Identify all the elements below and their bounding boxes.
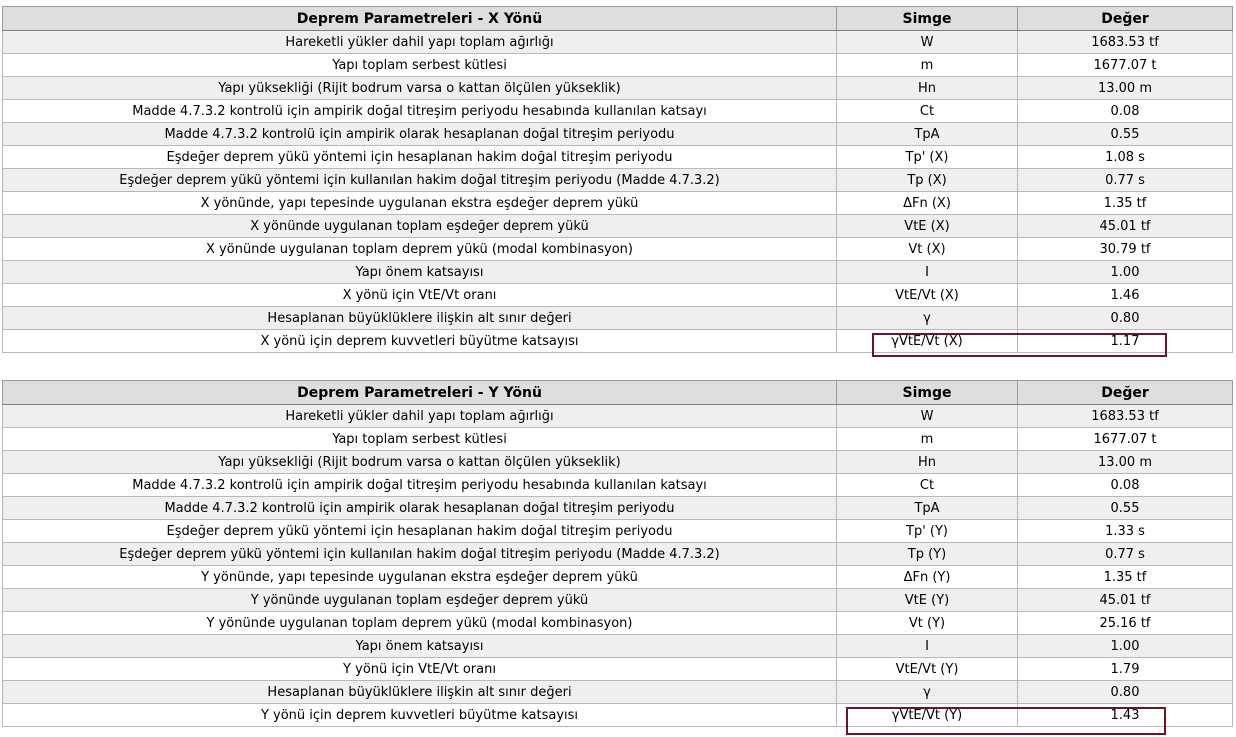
table-row: [3, 428, 1233, 451]
row-description: Yapı toplam serbest kütlesi: [3, 54, 837, 77]
row-symbol: TpA: [837, 123, 1018, 146]
row-description: Madde 4.7.3.2 kontrolü için ampirik olarak hesaplanan doğal titreşim periyodu: [3, 497, 837, 520]
row-description: Madde 4.7.3.2 kontrolü için ampirik doğal titreşim periyodu hesabında kullanılan katsayı: [3, 100, 837, 123]
row-description: Eşdeğer deprem yükü yöntemi için hesaplanan hakim doğal titreşim periyodu: [3, 146, 837, 169]
row-symbol: VtE (Y): [837, 589, 1018, 612]
row-symbol: Ct: [837, 100, 1018, 123]
row-symbol: ΔFn (Y): [837, 566, 1018, 589]
row-description: Madde 4.7.3.2 kontrolü için ampirik olarak hesaplanan doğal titreşim periyodu: [3, 123, 837, 146]
row-symbol: Tp' (Y): [837, 520, 1018, 543]
row-description: Hareketli yükler dahil yapı toplam ağırlığı: [3, 31, 837, 54]
row-description: X yönü için deprem kuvvetleri büyütme katsayısı: [3, 330, 837, 353]
row-value: 13.00 m: [1018, 451, 1233, 474]
y-table-body: [3, 405, 1233, 727]
table-row: [3, 704, 1233, 727]
row-description: Y yönünde uygulanan toplam deprem yükü (modal kombinasyon): [3, 612, 837, 635]
row-symbol: Tp (X): [837, 169, 1018, 192]
row-description: Yapı yüksekliği (Rijit bodrum varsa o kattan ölçülen yükseklik): [3, 77, 837, 100]
value-column-header: Değer: [1018, 7, 1233, 31]
row-value: 1.17: [1018, 330, 1233, 353]
row-symbol: VtE/Vt (Y): [837, 658, 1018, 681]
row-value: 1.33 s: [1018, 520, 1233, 543]
table-header-row: [3, 381, 1233, 405]
row-symbol: Vt (X): [837, 238, 1018, 261]
table-row: [3, 31, 1233, 54]
row-value: 0.08: [1018, 100, 1233, 123]
row-symbol: VtE/Vt (X): [837, 284, 1018, 307]
row-symbol: I: [837, 635, 1018, 658]
table-row: [3, 451, 1233, 474]
row-description: Hareketli yükler dahil yapı toplam ağırlığı: [3, 405, 837, 428]
row-description: Hesaplanan büyüklüklere ilişkin alt sınır değeri: [3, 307, 837, 330]
description-column-header: Deprem Parametreleri - Y Yönü: [3, 381, 837, 405]
row-value: 1683.53 tf: [1018, 31, 1233, 54]
table-row: [3, 635, 1233, 658]
table-row: [3, 681, 1233, 704]
row-symbol: γ: [837, 681, 1018, 704]
row-description: Hesaplanan büyüklüklere ilişkin alt sınır değeri: [3, 681, 837, 704]
row-value: 1.43: [1018, 704, 1233, 727]
row-symbol: γVtE/Vt (Y): [837, 704, 1018, 727]
table-row: [3, 497, 1233, 520]
row-value: 13.00 m: [1018, 77, 1233, 100]
row-value: 45.01 tf: [1018, 215, 1233, 238]
row-description: X yönünde, yapı tepesinde uygulanan ekstra eşdeğer deprem yükü: [3, 192, 837, 215]
table-row: [3, 566, 1233, 589]
row-symbol: Vt (Y): [837, 612, 1018, 635]
x-table-body: [3, 31, 1233, 353]
row-value: 45.01 tf: [1018, 589, 1233, 612]
row-value: 0.55: [1018, 123, 1233, 146]
description-column-header: Deprem Parametreleri - X Yönü: [3, 7, 837, 31]
row-description: X yönü için VtE/Vt oranı: [3, 284, 837, 307]
row-symbol: γ: [837, 307, 1018, 330]
row-description: Yapı önem katsayısı: [3, 635, 837, 658]
row-symbol: W: [837, 405, 1018, 428]
row-description: Y yönünde uygulanan toplam eşdeğer deprem yükü: [3, 589, 837, 612]
row-value: 1.35 tf: [1018, 192, 1233, 215]
row-value: 0.08: [1018, 474, 1233, 497]
row-symbol: W: [837, 31, 1018, 54]
row-symbol: I: [837, 261, 1018, 284]
table-row: [3, 307, 1233, 330]
table-row: [3, 658, 1233, 681]
row-description: X yönünde uygulanan toplam deprem yükü (modal kombinasyon): [3, 238, 837, 261]
row-value: 1.35 tf: [1018, 566, 1233, 589]
row-value: 0.80: [1018, 307, 1233, 330]
row-value: 25.16 tf: [1018, 612, 1233, 635]
row-symbol: m: [837, 54, 1018, 77]
table-row: [3, 215, 1233, 238]
row-value: 1.00: [1018, 635, 1233, 658]
table-row: [3, 77, 1233, 100]
row-value: 0.77 s: [1018, 543, 1233, 566]
row-value: 1.08 s: [1018, 146, 1233, 169]
row-value: 30.79 tf: [1018, 238, 1233, 261]
row-symbol: Tp' (X): [837, 146, 1018, 169]
row-description: Eşdeğer deprem yükü yöntemi için hesaplanan hakim doğal titreşim periyodu: [3, 520, 837, 543]
row-description: Yapı yüksekliği (Rijit bodrum varsa o kattan ölçülen yükseklik): [3, 451, 837, 474]
row-description: Y yönünde, yapı tepesinde uygulanan ekstra eşdeğer deprem yükü: [3, 566, 837, 589]
row-description: Yapı önem katsayısı: [3, 261, 837, 284]
row-description: Yapı toplam serbest kütlesi: [3, 428, 837, 451]
table-row: [3, 589, 1233, 612]
table-row: [3, 238, 1233, 261]
row-value: 1.00: [1018, 261, 1233, 284]
row-symbol: VtE (X): [837, 215, 1018, 238]
table-row: [3, 123, 1233, 146]
table-row: [3, 520, 1233, 543]
row-symbol: Hn: [837, 451, 1018, 474]
x-direction-parameters-table: [2, 6, 1233, 353]
table-row: [3, 330, 1233, 353]
row-value: 1683.53 tf: [1018, 405, 1233, 428]
table-row: [3, 146, 1233, 169]
row-description: Eşdeğer deprem yükü yöntemi için kullanılan hakim doğal titreşim periyodu (Madde 4.7.3.2): [3, 543, 837, 566]
value-column-header: Değer: [1018, 381, 1233, 405]
row-symbol: TpA: [837, 497, 1018, 520]
row-description: Madde 4.7.3.2 kontrolü için ampirik doğal titreşim periyodu hesabında kullanılan katsayı: [3, 474, 837, 497]
table-row: [3, 169, 1233, 192]
row-description: Y yönü için VtE/Vt oranı: [3, 658, 837, 681]
y-direction-parameters-table: [2, 380, 1233, 727]
table-row: [3, 54, 1233, 77]
table-row: [3, 100, 1233, 123]
row-description: Eşdeğer deprem yükü yöntemi için kullanılan hakim doğal titreşim periyodu (Madde 4.7.3.2): [3, 169, 837, 192]
row-symbol: Hn: [837, 77, 1018, 100]
row-value: 1.46: [1018, 284, 1233, 307]
table-row: [3, 405, 1233, 428]
row-value: 1677.07 t: [1018, 428, 1233, 451]
table-row: [3, 261, 1233, 284]
row-value: 0.77 s: [1018, 169, 1233, 192]
row-value: 0.80: [1018, 681, 1233, 704]
row-symbol: Ct: [837, 474, 1018, 497]
row-symbol: m: [837, 428, 1018, 451]
row-value: 1677.07 t: [1018, 54, 1233, 77]
table-row: [3, 612, 1233, 635]
table-header-row: [3, 7, 1233, 31]
table-row: [3, 543, 1233, 566]
row-value: 0.55: [1018, 497, 1233, 520]
symbol-column-header: Simge: [837, 7, 1018, 31]
table-row: [3, 284, 1233, 307]
table-row: [3, 474, 1233, 497]
row-value: 1.79: [1018, 658, 1233, 681]
row-symbol: γVtE/Vt (X): [837, 330, 1018, 353]
row-description: X yönünde uygulanan toplam eşdeğer deprem yükü: [3, 215, 837, 238]
row-description: Y yönü için deprem kuvvetleri büyütme katsayısı: [3, 704, 837, 727]
symbol-column-header: Simge: [837, 381, 1018, 405]
row-symbol: Tp (Y): [837, 543, 1018, 566]
table-row: [3, 192, 1233, 215]
row-symbol: ΔFn (X): [837, 192, 1018, 215]
